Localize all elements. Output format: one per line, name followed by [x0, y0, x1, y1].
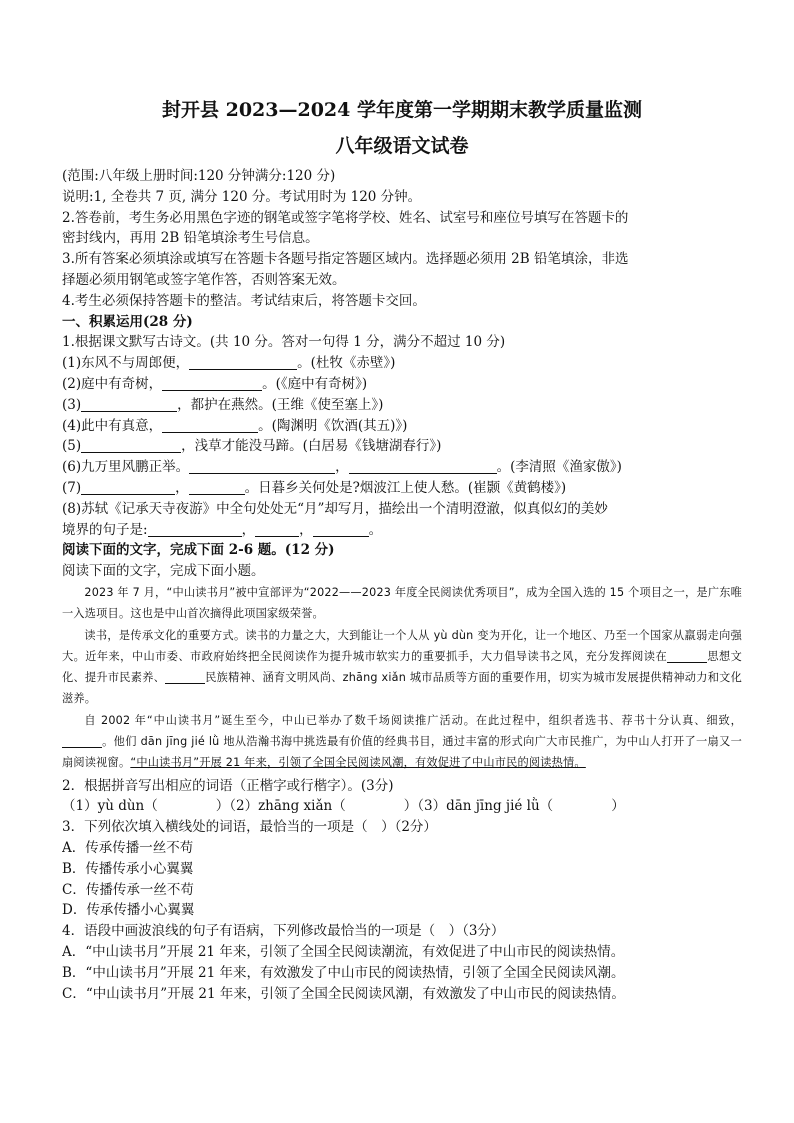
exam-page	[62, 96, 742, 1004]
poem-item: (5) ，浅草才能没马蹄。(白居易《钱塘湖春行》)	[62, 438, 442, 455]
question-stem: 4．语段中画波浪线的句子有语病，下列修改最恰当的一项是（ ）（3分）	[62, 923, 505, 940]
instruction-line: 择题必须用钢笔或签字笔作答，否则答案无效。	[62, 271, 346, 288]
reading-paragraph: 自 2002 年“中山读书月”诞生至今，中山已举办了数千场阅读推广活动。在此过程中，组织者选书、荐书十分认真、细致，。他们 dān jīng jié lǜ 地从浩瀚书海中挑选最有价值的经典书目，通过丰富的形式向广大市民推广，为中山人打开了一扇又一扇阅读视窗。“中山读书月”开展 21 年来，引领了全国全民阅读风潮，有效促进了中山市民的阅读热情。	[62, 713, 742, 770]
question-stem: 2．根据拼音写出相应的词语（正楷字或行楷字）。(3分)	[62, 777, 394, 794]
instruction-line: 2.答卷前，考生务必用黑色字迹的钢笔或签字笔将学校、姓名、试室号和座位号填写在答题卡的	[62, 209, 629, 226]
answer-blank[interactable]	[81, 397, 177, 412]
poem-item: (1)东风不与周郎便， 。(杜牧《赤壁》)	[62, 355, 396, 372]
poem-item: (4)此中有真意， 。(陶渊明《饮酒(其五)》)	[62, 417, 408, 434]
reading-heading: 阅读下面的文字，完成下面 2-6 题。(12 分)	[62, 542, 335, 559]
wavy-underlined-sentence: “中山读书月”开展 21 年来，引领了全国全民阅读风潮，有效促进了中山市民的阅读热情。	[130, 756, 586, 770]
answer-blank[interactable]	[162, 376, 262, 391]
answer-blank[interactable]	[81, 480, 175, 495]
option-b[interactable]: B．“中山读书月”开展 21 年来，有效激发了中山市民的阅读热情，引领了全国全民阅读风潮。	[62, 964, 625, 981]
answer-blank[interactable]	[165, 669, 205, 684]
answer-blank[interactable]	[349, 459, 497, 474]
poem-item: (3) ，都护在燕然。(王维《使至塞上》)	[62, 396, 384, 413]
poem-item: (7) ， 。日暮乡关何处是?烟波江上使人愁。(崔颢《黄鹤楼》)	[62, 479, 567, 496]
answer-blank[interactable]	[667, 648, 707, 663]
answer-blank[interactable]	[162, 418, 258, 433]
poem-item: 境界的句子是: ， ， 。	[62, 521, 383, 538]
poem-item: (8)苏轼《记承天寺夜游》中全句处处无“月”却写月，描绘出一个清明澄澈，似真似幻的美妙	[62, 500, 608, 517]
instruction-line: 密封线内，再用 2B 铅笔填涂考生号信息。	[62, 230, 319, 247]
option-c[interactable]: C．“中山读书月”开展 21 年来，引领了全国全民阅读风潮，有效激发了中山市民的阅读热情。	[62, 985, 625, 1002]
answer-blank[interactable]	[148, 522, 242, 537]
reading-paragraph: 读书，是传承文化的重要方式。读书的力量之大，大到能让一个人从 yù dùn 变为开化，让一个地区、乃至一个国家从羸弱走向强大。近年来，中山市委、市政府始终把全民阅读作为提升城市软实力的重要抓手，大力倡导读书之风，充分发挥阅读在 思想文化、提升市民素养、 民族精神、涵育文明风尚、zhāng xiǎn 城市品质等方面的重要作用，切实为城市发展提供精神动力和文化滋养。	[62, 628, 743, 706]
option-c[interactable]: C．传播传承一丝不苟	[62, 881, 194, 898]
option-a[interactable]: A．传承传播一丝不苟	[62, 840, 194, 856]
answer-blank[interactable]	[62, 733, 102, 748]
reading-paragraph: 2023 年 7 月，“中山读书月”被中宣部评为“2022——2023 年度全民阅读优秀项目”，成为全国入选的 15 个项目之一，是广东唯一入选项目。这也是中山首次摘得此项国家级荣誉。	[62, 585, 742, 621]
question-stem: 3．下列依次填入横线处的词语，最恰当的一项是（ ）（2分）	[62, 819, 437, 836]
option-a[interactable]: A．“中山读书月”开展 21 年来，引领了全国全民阅读潮流，有效促进了中山市民的阅读热情。	[62, 943, 625, 960]
answer-blank[interactable]	[189, 480, 245, 495]
answer-blank[interactable]	[189, 459, 335, 474]
option-d[interactable]: D．传承传播小心翼翼	[62, 902, 195, 919]
instruction-line: 说明:1, 全卷共 7 页, 满分 120 分。考试用时为 120 分钟。	[62, 188, 422, 205]
answer-blank[interactable]	[81, 438, 181, 453]
instruction-line: 4.考生必须保持答题卡的整洁。考试结束后，将答题卡交回。	[62, 292, 426, 309]
exam-scope: (范围:八年级上册时间:120 分钟满分:120 分)	[62, 168, 336, 184]
answer-blank[interactable]	[255, 522, 299, 537]
page-title: 封开县 2023—2024 学年度第一学期期末教学质量监测	[162, 99, 642, 121]
pinyin-answers: （1）yù dùn（ ）（2）zhāng xiǎn（ ）（3）dān jīng jié lǜ（ ）	[62, 798, 625, 815]
instruction-line: 3.所有答案必须填涂或填写在答题卡各题号指定答题区域内。选择题必须用 2B 铅笔填涂，非选	[62, 251, 629, 268]
poem-item: (6)九万里风鹏正举。 ， 。(李清照《渔家傲》)	[62, 459, 622, 476]
option-b[interactable]: B．传播传承小心翼翼	[62, 860, 194, 877]
poem-item: (2)庭中有奇树， 。(《庭中有奇树》)	[62, 375, 368, 392]
answer-blank[interactable]	[189, 355, 297, 370]
answer-blank[interactable]	[313, 522, 369, 537]
reading-intro: 阅读下面的文字，完成下面小题。	[62, 563, 265, 580]
section-heading: 一、积累运用(28 分)	[62, 313, 193, 330]
page-subtitle: 八年级语文试卷	[335, 135, 469, 157]
question-stem: 1.根据课文默写古诗文。(共 10 分。答对一句得 1 分，满分不超过 10 分)	[62, 334, 506, 351]
